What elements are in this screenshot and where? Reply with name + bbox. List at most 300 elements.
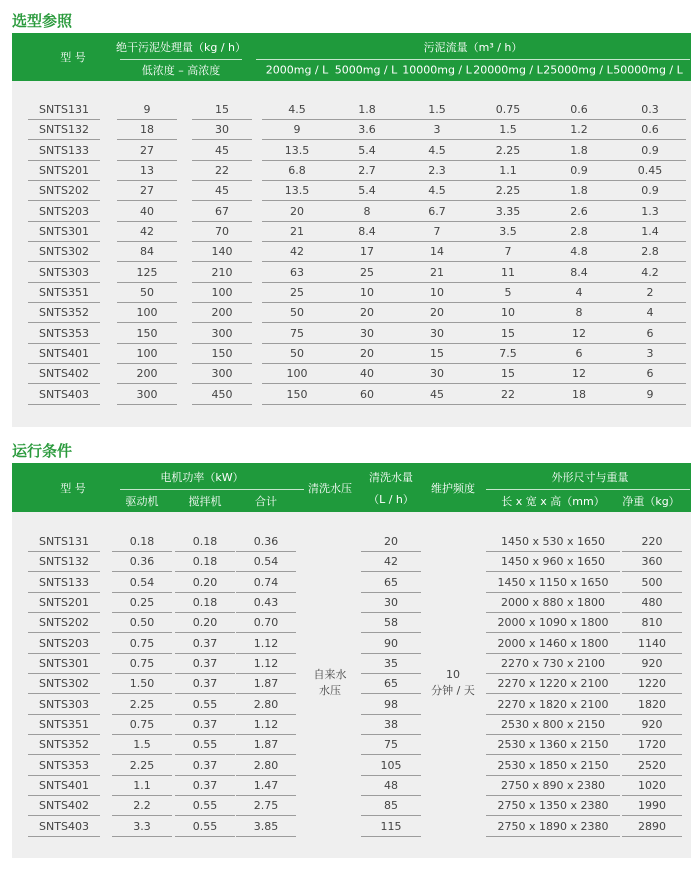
table-row xyxy=(12,735,691,755)
table-cell: 2530 x 1850 x 2150 xyxy=(486,756,620,776)
table-cell: 9 xyxy=(117,100,177,120)
table-cell: 0.9 xyxy=(614,181,686,201)
header-concentration: 50000mg / L xyxy=(613,63,683,77)
table-cell: 3.3 xyxy=(112,817,172,837)
table-cell: 1.1 xyxy=(112,776,172,796)
model-cell: SNTS353 xyxy=(28,324,100,344)
table-cell: 150 xyxy=(192,344,252,364)
table-cell: 0.9 xyxy=(614,141,686,161)
table-cell: 22 xyxy=(192,161,252,181)
header-concentration-range xyxy=(142,62,221,78)
table-cell: 21 xyxy=(262,222,332,242)
table-cell: 100 xyxy=(262,364,332,384)
maintenance-value xyxy=(431,667,475,699)
table-cell: 0.45 xyxy=(614,161,686,181)
model-cell: SNTS401 xyxy=(28,776,100,796)
model-cell: SNTS133 xyxy=(28,573,100,593)
table-cell: 6.7 xyxy=(402,202,472,222)
table-cell: 0.74 xyxy=(236,573,296,593)
table-cell: 1020 xyxy=(622,776,682,796)
model-cell: SNTS202 xyxy=(28,181,100,201)
table-cell: 4.2 xyxy=(614,263,686,283)
table-cell: 0.54 xyxy=(236,552,296,572)
table-row xyxy=(12,364,691,384)
model-cell: SNTS133 xyxy=(28,141,100,161)
table-cell: 3.35 xyxy=(472,202,544,222)
model-cell: SNTS302 xyxy=(28,242,100,262)
header-divider xyxy=(256,59,690,60)
table-cell: 2000 x 1090 x 1800 xyxy=(486,613,620,633)
table-cell: 0.70 xyxy=(236,613,296,633)
table-cell: 1.5 xyxy=(402,100,472,120)
table-row xyxy=(12,552,691,572)
table-row xyxy=(12,222,691,242)
table-cell: 0.75 xyxy=(112,715,172,735)
table-row xyxy=(12,695,691,715)
table-row xyxy=(12,593,691,613)
table-cell: 1.50 xyxy=(112,674,172,694)
table-cell: 13 xyxy=(117,161,177,181)
table-cell: 6 xyxy=(544,344,614,364)
table-cell: 0.55 xyxy=(175,817,235,837)
selection-table-header xyxy=(12,33,691,81)
header-divider xyxy=(120,489,304,490)
table-cell: 3 xyxy=(614,344,686,364)
model-cell: SNTS351 xyxy=(28,283,100,303)
table-cell: 10 xyxy=(332,283,402,303)
table-cell: 2.25 xyxy=(112,756,172,776)
header-divider xyxy=(486,489,690,490)
table-cell: 0.43 xyxy=(236,593,296,613)
table-cell: 2.6 xyxy=(544,202,614,222)
table-cell: 2270 x 1820 x 2100 xyxy=(486,695,620,715)
header-drive: 驱动机 xyxy=(125,495,159,508)
table-cell: 7 xyxy=(402,222,472,242)
table-row xyxy=(12,817,691,837)
table-cell: 920 xyxy=(622,715,682,735)
table-cell: 45 xyxy=(192,181,252,201)
table-cell: 220 xyxy=(622,532,682,552)
table-cell: 300 xyxy=(192,324,252,344)
table-cell: 1140 xyxy=(622,634,682,654)
table-cell: 0.37 xyxy=(175,715,235,735)
table-cell: 4.5 xyxy=(402,181,472,201)
table-cell: 1450 x 1150 x 1650 xyxy=(486,573,620,593)
model-cell: SNTS301 xyxy=(28,222,100,242)
model-cell: SNTS353 xyxy=(28,756,100,776)
table-cell: 0.75 xyxy=(112,634,172,654)
table-cell: 12 xyxy=(544,324,614,344)
table-cell: 7 xyxy=(472,242,544,262)
conditions-table-header xyxy=(12,463,691,512)
header-concentration: 2000mg / L xyxy=(265,63,329,77)
table-cell: 1450 x 960 x 1650 xyxy=(486,552,620,572)
table-cell: 8 xyxy=(544,303,614,323)
table-cell: 1.12 xyxy=(236,715,296,735)
model-cell: SNTS402 xyxy=(28,364,100,384)
table-cell: 1.5 xyxy=(112,735,172,755)
table-row xyxy=(12,674,691,694)
model-cell: SNTS402 xyxy=(28,796,100,816)
model-cell: SNTS132 xyxy=(28,552,100,572)
table-cell: 98 xyxy=(361,695,421,715)
model-cell: SNTS403 xyxy=(28,817,100,837)
table-cell: 3 xyxy=(402,120,472,140)
table-cell: 67 xyxy=(192,202,252,222)
table-cell: 2.2 xyxy=(112,796,172,816)
header-total: 合计 xyxy=(255,495,277,508)
table-cell: 11 xyxy=(472,263,544,283)
table-cell: 920 xyxy=(622,654,682,674)
model-cell: SNTS352 xyxy=(28,303,100,323)
table-row xyxy=(12,120,691,140)
table-cell: 2.75 xyxy=(236,796,296,816)
table-cell: 100 xyxy=(117,303,177,323)
table-cell: 20 xyxy=(361,532,421,552)
table-cell: 0.50 xyxy=(112,613,172,633)
table-cell: 14 xyxy=(402,242,472,262)
table-cell: 35 xyxy=(361,654,421,674)
table-cell: 25 xyxy=(332,263,402,283)
table-row xyxy=(12,573,691,593)
table-cell: 2270 x 730 x 2100 xyxy=(486,654,620,674)
table-cell: 65 xyxy=(361,674,421,694)
table-cell: 0.18 xyxy=(175,593,235,613)
table-cell: 0.37 xyxy=(175,674,235,694)
table-cell: 60 xyxy=(332,385,402,405)
table-cell: 8 xyxy=(332,202,402,222)
table-cell: 90 xyxy=(361,634,421,654)
header-dims: 长 x 宽 x 高（mm） xyxy=(501,495,605,508)
table-cell: 6 xyxy=(614,364,686,384)
table-cell: 2890 xyxy=(622,817,682,837)
table-cell: 7.5 xyxy=(472,344,544,364)
table-cell: 2.25 xyxy=(112,695,172,715)
table-row xyxy=(12,283,691,303)
table-row xyxy=(12,202,691,222)
table-cell: 21 xyxy=(402,263,472,283)
table-cell: 0.37 xyxy=(175,756,235,776)
wash-pressure-line: 自来水 xyxy=(313,668,347,681)
table-row xyxy=(12,654,691,674)
table-cell: 4.5 xyxy=(402,141,472,161)
table-cell: 125 xyxy=(117,263,177,283)
wash-pressure-line: 水压 xyxy=(319,684,341,697)
model-cell: SNTS351 xyxy=(28,715,100,735)
header-concentration: 25000mg / L xyxy=(543,63,613,77)
table-cell: 50 xyxy=(262,344,332,364)
table-cell: 1.4 xyxy=(614,222,686,242)
table-cell: 84 xyxy=(117,242,177,262)
table-cell: 2.8 xyxy=(544,222,614,242)
table-cell: 450 xyxy=(192,385,252,405)
table-cell: 2750 x 1350 x 2380 xyxy=(486,796,620,816)
table-cell: 1.12 xyxy=(236,654,296,674)
table-cell: 810 xyxy=(622,613,682,633)
table-cell: 30 xyxy=(192,120,252,140)
model-cell: SNTS403 xyxy=(28,385,100,405)
table-cell: 17 xyxy=(332,242,402,262)
table-cell: 2.8 xyxy=(614,242,686,262)
table-cell: 105 xyxy=(361,756,421,776)
table-cell: 30 xyxy=(402,364,472,384)
table-cell: 2750 x 1890 x 2380 xyxy=(486,817,620,837)
table-cell: 40 xyxy=(117,202,177,222)
table-row xyxy=(12,100,691,120)
table-cell: 1.8 xyxy=(544,181,614,201)
table-cell: 2.25 xyxy=(472,181,544,201)
table-cell: 75 xyxy=(262,324,332,344)
table-row xyxy=(12,161,691,181)
table-cell: 115 xyxy=(361,817,421,837)
table-cell: 13.5 xyxy=(262,141,332,161)
table-cell: 0.55 xyxy=(175,735,235,755)
table-cell: 0.55 xyxy=(175,695,235,715)
table-cell: 18 xyxy=(117,120,177,140)
table-cell: 1.87 xyxy=(236,735,296,755)
table-cell: 45 xyxy=(402,385,472,405)
table-cell: 1.47 xyxy=(236,776,296,796)
table-cell: 1990 xyxy=(622,796,682,816)
model-cell: SNTS132 xyxy=(28,120,100,140)
table-cell: 30 xyxy=(332,324,402,344)
table-cell: 200 xyxy=(117,364,177,384)
table-cell: 0.36 xyxy=(112,552,172,572)
conditions-section-title: 运行条件 xyxy=(12,442,73,460)
table-cell: 1.5 xyxy=(472,120,544,140)
table-cell: 30 xyxy=(361,593,421,613)
table-cell: 5 xyxy=(472,283,544,303)
table-cell: 27 xyxy=(117,141,177,161)
table-row xyxy=(12,141,691,161)
model-cell: SNTS352 xyxy=(28,735,100,755)
table-cell: 150 xyxy=(117,324,177,344)
header-low: 低浓度 xyxy=(141,64,175,77)
header-wash-pressure: 清洗水压 xyxy=(308,482,352,495)
header-model: 型 号 xyxy=(60,51,86,64)
table-cell: 100 xyxy=(117,344,177,364)
header-concentration: 5000mg / L xyxy=(334,63,398,77)
table-cell: 9 xyxy=(262,120,332,140)
table-cell: 50 xyxy=(262,303,332,323)
table-cell: 8.4 xyxy=(332,222,402,242)
table-cell: 1.12 xyxy=(236,634,296,654)
table-cell: 300 xyxy=(192,364,252,384)
header-dry-capacity: 绝干污泥处理量（kg / h） xyxy=(115,41,247,54)
table-cell: 0.18 xyxy=(112,532,172,552)
table-cell: 1820 xyxy=(622,695,682,715)
header-maintenance: 维护频度 xyxy=(431,482,475,495)
table-cell: 15 xyxy=(472,364,544,384)
table-row xyxy=(12,776,691,796)
table-cell: 0.3 xyxy=(614,100,686,120)
selection-section-title: 选型参照 xyxy=(12,12,73,30)
table-row xyxy=(12,303,691,323)
table-cell: 58 xyxy=(361,613,421,633)
table-cell: 1.87 xyxy=(236,674,296,694)
header-stirrer: 搅拌机 xyxy=(188,495,222,508)
table-cell: 0.18 xyxy=(175,532,235,552)
conditions-table xyxy=(12,463,691,858)
table-cell: 0.36 xyxy=(236,532,296,552)
table-cell: 1.2 xyxy=(544,120,614,140)
header-wash-volume-unit: （L / h） xyxy=(368,493,414,506)
table-cell: 0.75 xyxy=(472,100,544,120)
table-cell: 5.4 xyxy=(332,141,402,161)
table-cell: 100 xyxy=(192,283,252,303)
table-row xyxy=(12,263,691,283)
header-model: 型 号 xyxy=(60,482,86,495)
table-cell: 30 xyxy=(402,324,472,344)
table-cell: 12 xyxy=(544,364,614,384)
model-cell: SNTS203 xyxy=(28,202,100,222)
table-cell: 0.54 xyxy=(112,573,172,593)
table-cell: 42 xyxy=(262,242,332,262)
table-row xyxy=(12,324,691,344)
table-cell: 0.20 xyxy=(175,613,235,633)
table-cell: 0.37 xyxy=(175,654,235,674)
table-cell: 20 xyxy=(262,202,332,222)
table-cell: 1.8 xyxy=(332,100,402,120)
header-wash-volume: 清洗水量 xyxy=(369,471,413,484)
model-cell: SNTS203 xyxy=(28,634,100,654)
table-cell: 15 xyxy=(402,344,472,364)
header-concentration: 10000mg / L xyxy=(402,63,472,77)
model-cell: SNTS401 xyxy=(28,344,100,364)
table-cell: 1720 xyxy=(622,735,682,755)
table-cell: 0.9 xyxy=(544,161,614,181)
table-cell: 0.37 xyxy=(175,776,235,796)
header-motor-power: 电机功率（kW） xyxy=(160,471,244,484)
table-cell: 300 xyxy=(117,385,177,405)
table-cell: 0.6 xyxy=(614,120,686,140)
table-cell: 10 xyxy=(402,283,472,303)
table-cell: 140 xyxy=(192,242,252,262)
table-cell: 3.6 xyxy=(332,120,402,140)
table-row xyxy=(12,715,691,735)
table-cell: 0.55 xyxy=(175,796,235,816)
table-cell: 8.4 xyxy=(544,263,614,283)
table-cell: 200 xyxy=(192,303,252,323)
table-cell: 20 xyxy=(402,303,472,323)
table-cell: 2.25 xyxy=(472,141,544,161)
table-cell: 70 xyxy=(192,222,252,242)
table-cell: 15 xyxy=(472,324,544,344)
table-cell: 45 xyxy=(192,141,252,161)
table-cell: 27 xyxy=(117,181,177,201)
table-row xyxy=(12,344,691,364)
table-cell: 1220 xyxy=(622,674,682,694)
table-cell: 20 xyxy=(332,344,402,364)
table-cell: 2530 x 800 x 2150 xyxy=(486,715,620,735)
table-cell: 0.75 xyxy=(112,654,172,674)
table-cell: 3.85 xyxy=(236,817,296,837)
table-cell: 4 xyxy=(614,303,686,323)
table-cell: 48 xyxy=(361,776,421,796)
model-cell: SNTS131 xyxy=(28,100,100,120)
header-sludge-flow: 污泥流量（m³ / h） xyxy=(423,41,523,54)
table-cell: 1450 x 530 x 1650 xyxy=(486,532,620,552)
table-cell: 4.8 xyxy=(544,242,614,262)
table-cell: 0.20 xyxy=(175,573,235,593)
model-cell: SNTS202 xyxy=(28,613,100,633)
model-cell: SNTS201 xyxy=(28,161,100,181)
table-row xyxy=(12,532,691,552)
table-cell: 500 xyxy=(622,573,682,593)
model-cell: SNTS303 xyxy=(28,695,100,715)
table-row xyxy=(12,181,691,201)
model-cell: SNTS302 xyxy=(28,674,100,694)
table-cell: 2.80 xyxy=(236,695,296,715)
table-cell: 0.18 xyxy=(175,552,235,572)
table-row xyxy=(12,242,691,262)
table-row xyxy=(12,634,691,654)
header-high: 高浓度 xyxy=(187,64,221,77)
header-weight: 净重（kg） xyxy=(622,495,680,508)
table-cell: 2 xyxy=(614,283,686,303)
table-cell: 1.3 xyxy=(614,202,686,222)
table-cell: 5.4 xyxy=(332,181,402,201)
selection-table xyxy=(12,33,691,427)
table-row xyxy=(12,756,691,776)
table-cell: 360 xyxy=(622,552,682,572)
table-cell: 85 xyxy=(361,796,421,816)
header-concentration: 20000mg / L xyxy=(473,63,543,77)
table-cell: 210 xyxy=(192,263,252,283)
table-cell: 20 xyxy=(332,303,402,323)
table-cell: 18 xyxy=(544,385,614,405)
table-cell: 42 xyxy=(361,552,421,572)
table-cell: 1.8 xyxy=(544,141,614,161)
table-cell: 15 xyxy=(192,100,252,120)
table-cell: 4 xyxy=(544,283,614,303)
table-cell: 480 xyxy=(622,593,682,613)
wash-pressure-value xyxy=(314,667,347,699)
table-cell: 75 xyxy=(361,735,421,755)
table-cell: 50 xyxy=(117,283,177,303)
table-cell: 6.8 xyxy=(262,161,332,181)
table-cell: 9 xyxy=(614,385,686,405)
header-dims-weight: 外形尺寸与重量 xyxy=(551,471,629,484)
table-cell: 1.1 xyxy=(472,161,544,181)
table-cell: 2.7 xyxy=(332,161,402,181)
table-cell: 2.3 xyxy=(402,161,472,181)
model-cell: SNTS301 xyxy=(28,654,100,674)
table-row xyxy=(12,613,691,633)
table-cell: 38 xyxy=(361,715,421,735)
table-cell: 13.5 xyxy=(262,181,332,201)
table-cell: 2000 x 1460 x 1800 xyxy=(486,634,620,654)
table-cell: 2520 xyxy=(622,756,682,776)
table-cell: 3.5 xyxy=(472,222,544,242)
header-divider xyxy=(120,59,242,60)
maintenance-line: 10 xyxy=(445,668,460,681)
header-dash: – xyxy=(178,64,184,77)
table-cell: 0.37 xyxy=(175,634,235,654)
table-cell: 40 xyxy=(332,364,402,384)
model-cell: SNTS131 xyxy=(28,532,100,552)
table-cell: 150 xyxy=(262,385,332,405)
table-row xyxy=(12,385,691,405)
model-cell: SNTS201 xyxy=(28,593,100,613)
table-cell: 2270 x 1220 x 2100 xyxy=(486,674,620,694)
table-cell: 65 xyxy=(361,573,421,593)
table-cell: 25 xyxy=(262,283,332,303)
table-cell: 2750 x 890 x 2380 xyxy=(486,776,620,796)
table-row xyxy=(12,796,691,816)
table-cell: 2000 x 880 x 1800 xyxy=(486,593,620,613)
maintenance-line: 分钟 / 天 xyxy=(431,684,475,697)
